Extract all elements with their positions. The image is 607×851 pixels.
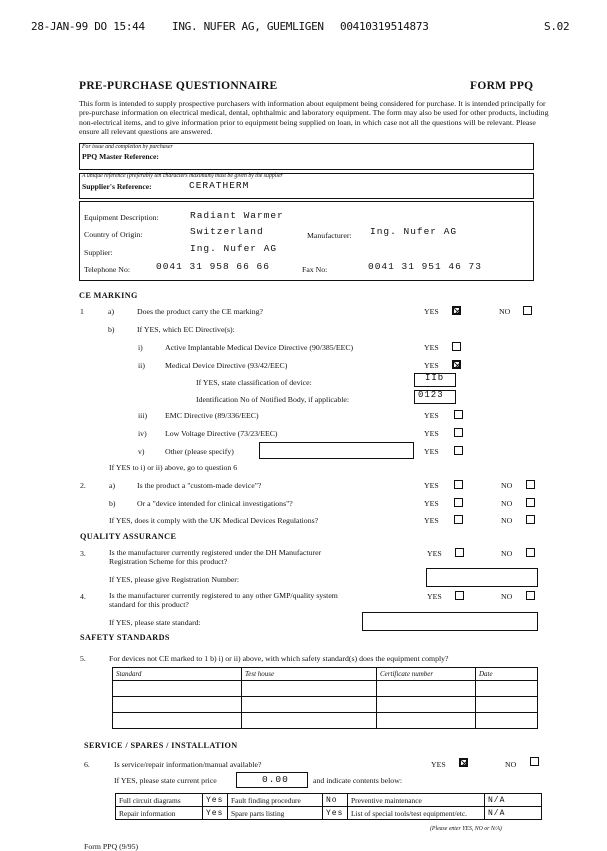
- quality-heading: QUALITY ASSURANCE: [80, 532, 177, 541]
- country-origin-value[interactable]: Switzerland: [190, 226, 264, 237]
- registration-number-field[interactable]: [426, 568, 538, 587]
- q4-no-checkbox[interactable]: [526, 591, 535, 600]
- directive-iv-checkbox[interactable]: [454, 428, 463, 437]
- q1-number: 1: [80, 307, 84, 316]
- q2c-yes-label: YES: [424, 516, 439, 525]
- table-row: [113, 713, 538, 729]
- q3-sub-label: If YES, please give Registration Number:: [109, 575, 240, 584]
- cell-label: Spare parts listing: [228, 807, 323, 820]
- directive-v-number: v): [138, 447, 145, 456]
- q2a-no-checkbox[interactable]: [526, 480, 535, 489]
- q5-number: 5.: [80, 654, 86, 663]
- directive-iii-yes-label: YES: [424, 411, 439, 420]
- directive-ii-number: ii): [138, 361, 145, 370]
- classification-label: If YES, state classification of device:: [196, 378, 312, 387]
- q2a-no-label: NO: [501, 481, 513, 490]
- supplier-ref-note: A unique reference (preferably ten characters maximum) must be given by the supplier: [82, 173, 283, 179]
- cell-value[interactable]: N/A: [485, 807, 542, 820]
- fax-label: Fax No:: [302, 265, 328, 274]
- cell-label: Full circuit diagrams: [116, 794, 203, 807]
- service-contents-table: [115, 793, 542, 820]
- q3-number: 3.: [80, 549, 86, 558]
- fax-value[interactable]: 0041 31 951 46 73: [368, 261, 482, 272]
- master-ref-label: PPQ Master Reference:: [82, 152, 159, 161]
- q2c-text: If YES, does it comply with the UK Medical Devices Regulations?: [109, 516, 319, 525]
- q4-yes-checkbox[interactable]: [455, 591, 464, 600]
- q2a-text: Is the product a "custom-made device"?: [137, 481, 262, 490]
- q1a-yes-label: YES: [424, 307, 439, 316]
- q4-text: Is the manufacturer currently registered to any other GMP/quality system standard for this product?: [109, 591, 338, 609]
- q6-yes-label: YES: [431, 760, 446, 769]
- cell-label: Fault finding procedure: [228, 794, 323, 807]
- manufacturer-label: Manufacturer:: [307, 231, 352, 240]
- q1b-text: If YES, which EC Directive(s):: [137, 325, 235, 334]
- fax-sender: ING. NUFER AG, GUEMLIGEN: [172, 20, 324, 33]
- q6-number: 6.: [84, 760, 90, 769]
- service-heading: SERVICE / SPARES / INSTALLATION: [84, 741, 238, 750]
- directive-iv-yes-label: YES: [424, 429, 439, 438]
- fax-datetime: 28-JAN-99 DO 15:44: [31, 20, 145, 33]
- q4-no-label: NO: [501, 592, 513, 601]
- safety-heading: SAFETY STANDARDS: [80, 633, 170, 642]
- q6-yes-checkbox[interactable]: [459, 758, 468, 767]
- q6-no-checkbox[interactable]: [530, 757, 539, 766]
- directive-iii-text: EMC Directive (89/336/EEC): [165, 411, 259, 420]
- q4-sub-label: If YES, please state standard:: [109, 618, 201, 627]
- q2-number: 2.: [80, 481, 86, 490]
- directive-iv-text: Low Voltage Directive (73/23/EEC): [165, 429, 278, 438]
- goto-instruction: If YES to i) or ii) above, go to question 6: [109, 463, 238, 472]
- q2c-no-checkbox[interactable]: [526, 515, 535, 524]
- directive-ii-checkbox[interactable]: [452, 360, 461, 369]
- fax-page: S.02: [544, 20, 570, 33]
- q1a-yes-checkbox[interactable]: [452, 306, 461, 315]
- contents-label: and indicate contents below:: [313, 776, 402, 785]
- cell-value[interactable]: Yes: [203, 794, 228, 807]
- col-standard: Standard: [113, 668, 242, 681]
- q2b-yes-label: YES: [424, 499, 439, 508]
- cell-value[interactable]: N/A: [485, 794, 542, 807]
- form-code: FORM PPQ: [470, 80, 534, 92]
- q3-text: Is the manufacturer currently registered under the DH Manufacturer Registration Scheme for this product?: [109, 548, 322, 566]
- q2a-letter: a): [109, 481, 116, 490]
- q1a-no-checkbox[interactable]: [523, 306, 532, 315]
- q4-number: 4.: [80, 592, 86, 601]
- col-test-house: Test house: [242, 668, 377, 681]
- footer-form-ref: Form PPQ (9/95): [84, 842, 139, 851]
- directive-i-checkbox[interactable]: [452, 342, 461, 351]
- gmp-standard-field[interactable]: [362, 612, 538, 631]
- q2b-letter: b): [109, 499, 116, 508]
- table-row: [113, 697, 538, 713]
- q1b-letter: b): [108, 325, 115, 334]
- q1a-text: Does the product carry the CE marking?: [137, 307, 264, 316]
- directive-iii-checkbox[interactable]: [454, 410, 463, 419]
- q2c-yes-checkbox[interactable]: [454, 515, 463, 524]
- q2b-yes-checkbox[interactable]: [454, 498, 463, 507]
- q3-yes-label: YES: [427, 549, 442, 558]
- notified-body-value: 0123: [418, 390, 444, 400]
- q3-yes-checkbox[interactable]: [455, 548, 464, 557]
- q2a-yes-label: YES: [424, 481, 439, 490]
- directive-ii-text: Medical Device Directive (93/42/EEC): [165, 361, 288, 370]
- master-ref-note: For issue and completion by purchaser: [82, 144, 173, 150]
- cell-label: List of special tools/test equipment/etc.: [348, 807, 485, 820]
- table-row: [116, 794, 542, 807]
- q4-yes-label: YES: [427, 592, 442, 601]
- q1a-no-label: NO: [499, 307, 511, 316]
- col-certificate: Certificate number: [377, 668, 476, 681]
- classification-value: IIb: [425, 373, 445, 383]
- directive-v-text: Other (please specify): [165, 447, 234, 456]
- telephone-label: Telephone No:: [84, 265, 131, 274]
- country-origin-label: Country of Origin:: [84, 230, 143, 239]
- directive-iii-number: iii): [138, 411, 148, 420]
- supplier-value[interactable]: Ing. Nufer AG: [190, 243, 278, 254]
- equipment-description-label: Equipment Description:: [84, 213, 159, 222]
- q2b-text: Or a "device intended for clinical investigations"?: [137, 499, 293, 508]
- q2c-no-label: NO: [501, 516, 513, 525]
- price-value: 0.00: [262, 774, 289, 785]
- q2b-no-label: NO: [501, 499, 513, 508]
- q6-text: Is service/repair information/manual available?: [114, 760, 262, 769]
- supplier-label: Supplier:: [84, 248, 113, 257]
- manufacturer-value[interactable]: Ing. Nufer AG: [370, 226, 458, 237]
- q1a-letter: a): [108, 307, 115, 316]
- q6-no-label: NO: [505, 760, 517, 769]
- cell-label: Preventive maintenance: [348, 794, 485, 807]
- table-row: [113, 681, 538, 697]
- col-date: Date: [476, 668, 538, 681]
- directive-v-yes-label: YES: [424, 447, 439, 456]
- service-note: (Please enter YES, NO or N/A): [430, 826, 502, 832]
- directive-iv-number: iv): [138, 429, 147, 438]
- table-row: [116, 807, 542, 820]
- form-intro: This form is intended to supply prospective purchasers with information about equipment being considered for purchase. It is intended principally for pre-purchase information on electrical medical, dental, ophthalmic and laboratory equipment. The form may also be used for other products, including non-electrical items, and to give information prior to equipment being supplied on loan, in which case not all the questions will be relevant. Please ensure all relevant questions are answered.: [79, 99, 549, 136]
- price-label: If YES, please state current price: [114, 776, 217, 785]
- supplier-ref-value[interactable]: CERATHERM: [189, 180, 250, 191]
- q3-no-label: NO: [501, 549, 513, 558]
- safety-standards-table: [112, 667, 538, 729]
- q3-no-checkbox[interactable]: [526, 548, 535, 557]
- directive-v-checkbox[interactable]: [454, 446, 463, 455]
- directive-i-number: i): [138, 343, 143, 352]
- other-directive-field[interactable]: [259, 442, 414, 459]
- cell-value[interactable]: Yes: [203, 807, 228, 820]
- fax-number: 00410319514873: [340, 20, 429, 33]
- q2a-yes-checkbox[interactable]: [454, 480, 463, 489]
- cell-value[interactable]: Yes: [323, 807, 348, 820]
- cell-value[interactable]: No: [323, 794, 348, 807]
- form-title: PRE-PURCHASE QUESTIONNAIRE: [79, 80, 278, 92]
- cell-label: Repair information: [116, 807, 203, 820]
- directive-i-text: Active Implantable Medical Device Directive (90/385/EEC): [165, 343, 354, 352]
- directive-i-yes-label: YES: [424, 343, 439, 352]
- ce-marking-heading: CE MARKING: [79, 291, 138, 300]
- telephone-value[interactable]: 0041 31 958 66 66: [156, 261, 270, 272]
- notified-body-label: Identification No of Notified Body, if applicable:: [196, 395, 350, 404]
- equipment-description-value[interactable]: Radiant Warmer: [190, 210, 284, 221]
- supplier-ref-label: Supplier's Reference:: [82, 182, 152, 191]
- directive-ii-yes-label: YES: [424, 361, 439, 370]
- q5-text: For devices not CE marked to 1 b) i) or ii) above, with which safety standard(s) does the equipment comply?: [109, 654, 449, 663]
- q2b-no-checkbox[interactable]: [526, 498, 535, 507]
